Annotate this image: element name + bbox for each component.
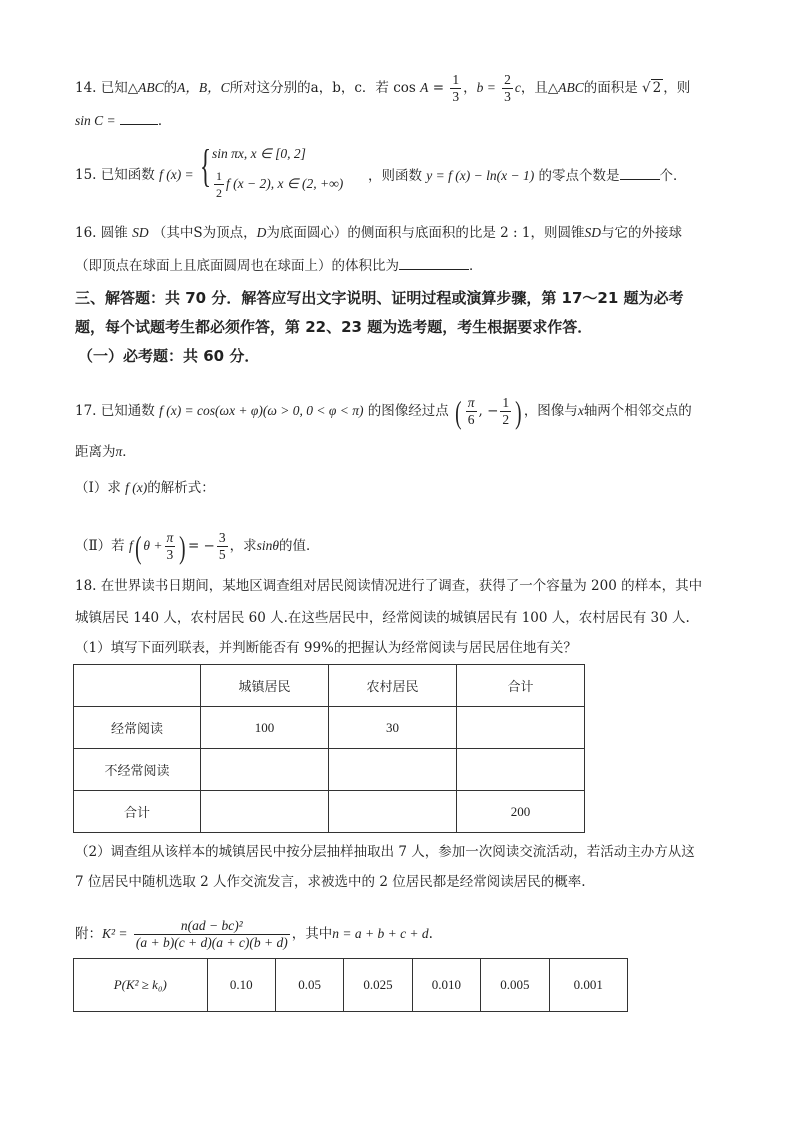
- q15-case2-num: 1: [216, 169, 222, 183]
- q17-expr: f (x) = cos(ωx + φ)(ω > 0, 0 < φ < π): [159, 403, 364, 418]
- q14-text-b: 的: [163, 80, 178, 96]
- table-row: [74, 749, 585, 791]
- q17-part1-fx: f (x): [125, 480, 148, 495]
- q14-var-a: A: [420, 80, 429, 95]
- table-cell[interactable]: [200, 791, 328, 833]
- contingency-table: [73, 664, 585, 833]
- q15-text-b: ，则函数: [368, 168, 422, 184]
- q16-line1: [75, 223, 682, 243]
- q14-text-e: 的面积是: [583, 80, 638, 96]
- q17-pt-den2: 2: [502, 412, 510, 427]
- q17-part2-den: 3: [166, 547, 174, 562]
- q15-case2-expr: f (x − 2), x ∈ (2, +∞): [226, 176, 344, 191]
- q16-d: D: [256, 225, 267, 240]
- q17-line1: [75, 395, 692, 428]
- table-cell[interactable]: [456, 749, 584, 791]
- q17-text-a: 已知通数: [100, 403, 155, 419]
- q14-sqrt: [642, 79, 663, 96]
- probability-cell: 0.025: [344, 959, 412, 1012]
- q14-b-eq: b =: [476, 80, 496, 95]
- q15-case2: [212, 168, 343, 201]
- q16-text-e: 与它的外接球: [600, 225, 682, 241]
- probability-cell: 0.001: [549, 959, 627, 1012]
- q17-part2-f: f: [128, 538, 133, 553]
- q14-frac2: [502, 72, 513, 105]
- q14-eq: =: [432, 80, 445, 96]
- q17-part2-lparen: (: [134, 528, 142, 565]
- q17-part1: [75, 478, 215, 498]
- q17-line2: [75, 442, 136, 462]
- formula-n: n = a + b + c + d: [332, 926, 429, 941]
- formula-label: 附：: [75, 926, 102, 942]
- q17-part2-theta: θ +: [143, 538, 163, 553]
- formula-k2: K² =: [102, 926, 128, 941]
- table-cell[interactable]: [328, 749, 456, 791]
- q14-text-c: 所对这分别的a，b，c．若: [229, 80, 389, 96]
- q16-answer-blank[interactable]: [399, 255, 469, 270]
- q16-text-c: 为底面圆心）的侧面积与底面积的比是: [266, 225, 496, 241]
- q15-case2-frac: [214, 168, 224, 201]
- q14-abc-2: ABC: [558, 80, 584, 95]
- table-cell: 200: [456, 791, 584, 833]
- q17-point-rparen: ): [515, 393, 522, 430]
- q17-number: 17.: [75, 403, 97, 419]
- q17-part2-eq: = −: [187, 538, 215, 554]
- table-cell[interactable]: [328, 791, 456, 833]
- q15-brace: {: [200, 140, 212, 191]
- q17-pt-mid: , −: [478, 403, 499, 419]
- formula-text: ，其中: [291, 926, 333, 942]
- q16-ratio: 2 : 1: [500, 225, 531, 241]
- q14-frac1: [450, 72, 461, 105]
- q14-number: 14.: [75, 80, 97, 96]
- q17-pt-num1: π: [467, 395, 475, 410]
- q14-text-f: ，则: [663, 80, 691, 96]
- table-cell: 合计: [74, 791, 201, 833]
- table-row: [74, 791, 585, 833]
- table-cell[interactable]: [200, 749, 328, 791]
- q14-frac1-num: 1: [452, 72, 460, 87]
- q14-line2: [75, 110, 171, 131]
- table-header-cell: 合计: [456, 665, 584, 707]
- q18-part1: （1）填写下面列联表，并判断能否有 99%的把握认为经常阅读与居民居住地有关？: [75, 640, 577, 656]
- q15-number: 15.: [75, 167, 97, 183]
- q17-part2-label: （Ⅱ）若: [75, 538, 125, 554]
- probability-label-cell: P(K² ≥ k₀): [74, 959, 208, 1012]
- table-row: [74, 665, 585, 707]
- q17-point-lparen: (: [455, 393, 462, 430]
- probability-cell: 0.10: [207, 959, 275, 1012]
- q17-part2-sin: sinθ: [256, 538, 280, 553]
- q16-text-a: 圆锥: [100, 225, 128, 241]
- q16-sd-2: SD: [584, 225, 601, 240]
- q17-text-c: ，图像与: [523, 403, 578, 419]
- q14-frac2-num: 2: [504, 72, 511, 87]
- q17-part2-rnum: 3: [218, 530, 226, 545]
- q18-part2-line1: （2）调查组从该样本的城镇居民中按分层抽样抽取出 7 人，参加一次阅读交流活动，若活动主办方从这: [75, 844, 695, 860]
- table-row: [74, 959, 628, 1012]
- q14-frac1-den: 3: [452, 89, 460, 104]
- q17-text-d: 轴两个相邻交点的: [583, 403, 692, 419]
- q14-answer-blank[interactable]: [120, 110, 158, 125]
- q17-pt-num2: 1: [502, 395, 510, 410]
- formula-frac: [134, 918, 290, 951]
- q14-line1: [75, 72, 690, 105]
- q18-line1: 18. 在世界读书日期间，某地区调查组对居民阅读情况进行了调查，获得了一个容量为 200 的样本，其中: [75, 578, 703, 594]
- q17-part1-label: （Ⅰ）求: [75, 480, 121, 496]
- q18-part2-line2: 7 位居民中随机选取 2 人作交流发言，求被选中的 2 位居民都是经常阅读居民的概率.: [75, 874, 586, 890]
- q17-part2-rparen: ): [179, 528, 186, 565]
- q15-text: 已知函数: [100, 167, 155, 183]
- q17-part2-frac: [165, 530, 176, 563]
- table-cell: 经常阅读: [74, 707, 201, 749]
- q17-text-line2: 距离为: [75, 444, 116, 460]
- section3-heading-line2: 题，每个试题考生都必须作答，第 22、23 题为选考题，考生根据要求作答．: [75, 318, 593, 336]
- q16-text-b: （其中S为顶点，: [152, 225, 257, 241]
- q17-point-frac2: [500, 395, 511, 428]
- q15-y-expr: y = f (x) − ln(x − 1): [426, 168, 535, 183]
- q15-fx: f (x) =: [159, 167, 194, 182]
- q17-part2-text: ，求: [229, 538, 257, 554]
- q15-tail: [368, 165, 687, 186]
- q14-text-d: ，且△: [520, 80, 559, 96]
- q17-part2: [75, 530, 320, 563]
- q15-line: [75, 165, 194, 185]
- q14-comma: ，: [463, 80, 477, 96]
- probability-table: [73, 958, 628, 1012]
- q17-pi: π: [115, 444, 123, 459]
- q17-point-frac1: [466, 395, 477, 428]
- q15-case2-den: 2: [216, 186, 222, 200]
- q18-line2: 城镇居民 140 人，农村居民 60 人.在这些居民中，经常阅读的城镇居民有 100 人，农村居民有 30 人.: [75, 610, 690, 626]
- q18-formula: [75, 918, 433, 951]
- q14-text: 已知△: [100, 80, 139, 96]
- q17-pt-den1: 6: [467, 412, 475, 427]
- section3-subheading: （一）必考题：共 60 分．: [78, 347, 260, 365]
- q17-end: ．: [122, 444, 136, 460]
- q15-answer-blank[interactable]: [620, 165, 660, 180]
- formula-num: n(ad − bc)²: [134, 918, 290, 935]
- q15-text-c: 的零点个数是: [538, 168, 620, 184]
- q14-cos: cos: [393, 80, 416, 96]
- q17-part2-rfrac: [217, 530, 228, 563]
- q17-part2-end: 的值．: [279, 538, 320, 554]
- table-cell: 100: [200, 707, 328, 749]
- q17-x: x: [577, 403, 584, 418]
- q14-end: ．: [157, 113, 172, 129]
- q17-part1-text: 的解析式：: [147, 480, 215, 496]
- q14-c: c: [514, 80, 521, 95]
- q14-sqrt-sym: √: [642, 80, 651, 96]
- q14-frac2-den: 3: [504, 89, 511, 104]
- q16-text-d: ，则圆锥: [530, 225, 585, 241]
- table-cell: 不经常阅读: [74, 749, 201, 791]
- q16-text-line2: （即顶点在球面上且底面圆周也在球面上）的体积比为: [75, 258, 399, 274]
- formula-end: .: [428, 926, 433, 942]
- probability-cell: 0.010: [412, 959, 480, 1012]
- table-cell[interactable]: [456, 707, 584, 749]
- probability-cell: 0.005: [481, 959, 549, 1012]
- q15-text-d: 个．: [659, 168, 687, 184]
- q17-part2-num: π: [166, 530, 174, 545]
- table-header-cell: 农村居民: [328, 665, 456, 707]
- q16-end: ．: [469, 258, 483, 274]
- table-row: [74, 707, 585, 749]
- section3-heading-line1: 三、解答题：共 70 分．解答应写出文字说明、证明过程或演算步骤，第 17～21 题为必考: [75, 289, 684, 307]
- table-header-cell: [74, 665, 201, 707]
- q14-vars: A，B，C: [177, 80, 230, 95]
- q15-case1: [212, 144, 306, 164]
- probability-cell: 0.05: [275, 959, 343, 1012]
- q14-sqrt-val: 2: [652, 80, 662, 96]
- q17-part2-rden: 5: [218, 547, 226, 562]
- q14-abc: ABC: [138, 80, 164, 95]
- q16-line2: [75, 255, 483, 276]
- q14-sinc: sin C =: [75, 113, 116, 128]
- formula-den: (a + b)(c + d)(a + c)(b + d): [135, 935, 288, 950]
- table-cell: 30: [328, 707, 456, 749]
- q16-sd: SD: [132, 225, 149, 240]
- q17-text-b: 的图像经过点: [367, 403, 449, 419]
- q15-case1-expr: sin πx, x ∈ [0, 2]: [212, 146, 306, 161]
- q16-number: 16.: [75, 225, 97, 241]
- table-header-cell: 城镇居民: [200, 665, 328, 707]
